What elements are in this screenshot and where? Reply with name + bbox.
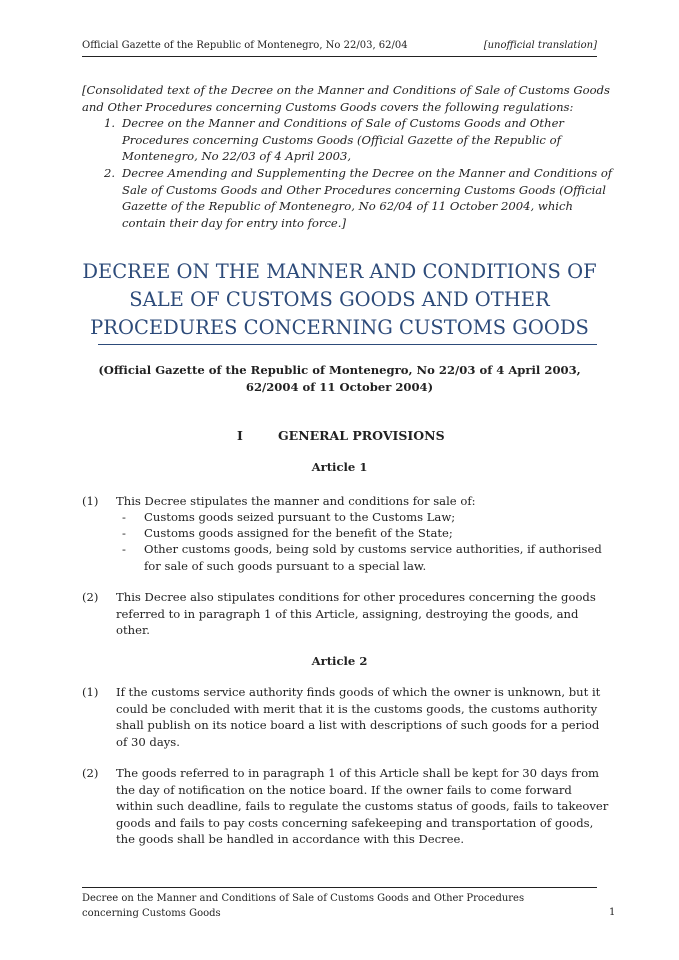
paragraph	[116, 765, 608, 848]
text-line: within such deadline, fails to regulate the customs status of goods, fails to takeover	[116, 799, 609, 814]
text-line: for sale of such goods pursuant to a special law.	[144, 558, 427, 573]
bullet-item	[144, 509, 455, 526]
text-line: Sale of Customs Goods and Other Procedures concerning Customs Goods (Official	[122, 182, 606, 197]
text-line: the day of notification on the notice board. If the owner fails to come forward	[116, 782, 572, 797]
bullet-dash: -	[122, 510, 126, 524]
text-line: DECREE ON THE MANNER AND CONDITIONS OF	[82, 260, 597, 283]
paragraph-number: (1)	[82, 685, 99, 699]
document-subtitle	[82, 362, 597, 395]
section-number: I	[237, 428, 243, 443]
paragraph	[116, 589, 596, 639]
bullet-dash: -	[122, 542, 126, 556]
text-line: referred to in paragraph 1 of this Article, assigning, destroying the goods, and	[116, 606, 579, 621]
paragraph-number: (1)	[82, 494, 99, 508]
running-header-note: [unofficial translation]	[483, 40, 597, 51]
text-line: of 30 days.	[116, 734, 180, 749]
paragraph-number: (2)	[82, 766, 99, 780]
text-line: other.	[116, 623, 150, 638]
preamble-item	[122, 115, 564, 165]
article-heading: Article 1	[311, 460, 368, 474]
text-line: and Other Procedures concerning Customs Goods covers the following regulations:	[82, 99, 574, 114]
title-rule	[98, 344, 597, 345]
text-line: the goods shall be handled in accordance with this Decree.	[116, 832, 465, 847]
running-footer-title	[82, 891, 524, 921]
text-line: shall publish on its notice board a list with descriptions of such goods for a period	[116, 718, 600, 733]
preamble-intro	[82, 82, 610, 115]
text-line: If the customs service authority finds goods of which the owner is unknown, but it	[116, 685, 601, 699]
text-line: Customs goods seized pursuant to the Customs Law;	[144, 510, 456, 524]
text-line: The goods referred to in paragraph 1 of this Article shall be kept for 30 days from	[116, 766, 600, 780]
page-number: 1	[609, 907, 616, 918]
text-line: This Decree stipulates the manner and conditions for sale of:	[116, 494, 476, 508]
text-line: This Decree also stipulates conditions for other procedures concerning the goods	[116, 590, 596, 604]
text-line: (Official Gazette of the Republic of Montenegro, No 22/03 of 4 April 2003,	[98, 363, 581, 377]
article-heading: Article 2	[311, 654, 368, 668]
text-line: Decree Amending and Supplementing the Decree on the Manner and Conditions of	[122, 166, 613, 180]
text-line: contain their day for entry into force.]	[122, 215, 347, 230]
text-line: Other customs goods, being sold by customs service authorities, if authorised	[144, 542, 602, 556]
paragraph-number: (2)	[82, 590, 99, 604]
text-line: Decree on the Manner and Conditions of Sale of Customs Goods and Other	[122, 116, 564, 130]
preamble-item-number: 2.	[104, 166, 116, 180]
preamble-item	[122, 165, 612, 231]
text-line: SALE OF CUSTOMS GOODS AND OTHER	[129, 288, 550, 311]
paragraph	[116, 493, 476, 510]
text-line: [Consolidated text of the Decree on the Manner and Conditions of Sale of Customs Goods	[82, 83, 610, 97]
preamble-item-number: 1.	[104, 116, 116, 130]
running-header-title: Official Gazette of the Republic of Montenegro, No 22/03, 62/04	[82, 40, 408, 51]
text-line: 62/2004 of 11 October 2004)	[245, 379, 434, 394]
paragraph	[116, 684, 600, 750]
bullet-item	[144, 541, 602, 574]
text-line: concerning Customs Goods	[82, 908, 221, 919]
section-title: GENERAL PROVISIONS	[278, 428, 445, 443]
text-line: Gazette of the Republic of Montenegro, No 62/04 of 11 October 2004, which	[122, 199, 573, 214]
bullet-dash: -	[122, 526, 126, 540]
text-line: PROCEDURES CONCERNING CUSTOMS GOODS	[90, 316, 589, 339]
bullet-item	[144, 525, 453, 542]
text-line: Montenegro, No 22/03 of 4 April 2003,	[122, 149, 352, 164]
text-line: Procedures concerning Customs Goods (Official Gazette of the Republic of	[122, 132, 561, 147]
text-line: could be concluded with merit that it is the customs goods, the customs authority	[116, 701, 598, 716]
header-rule	[82, 56, 597, 57]
text-line: Decree on the Manner and Conditions of Sale of Customs Goods and Other Procedures	[82, 893, 525, 904]
document-title	[82, 258, 597, 342]
text-line: goods and fails to pay costs concerning safekeeping and transportation of goods,	[116, 815, 594, 830]
footer-rule	[82, 887, 597, 888]
text-line: Customs goods assigned for the benefit of the State;	[144, 526, 453, 540]
